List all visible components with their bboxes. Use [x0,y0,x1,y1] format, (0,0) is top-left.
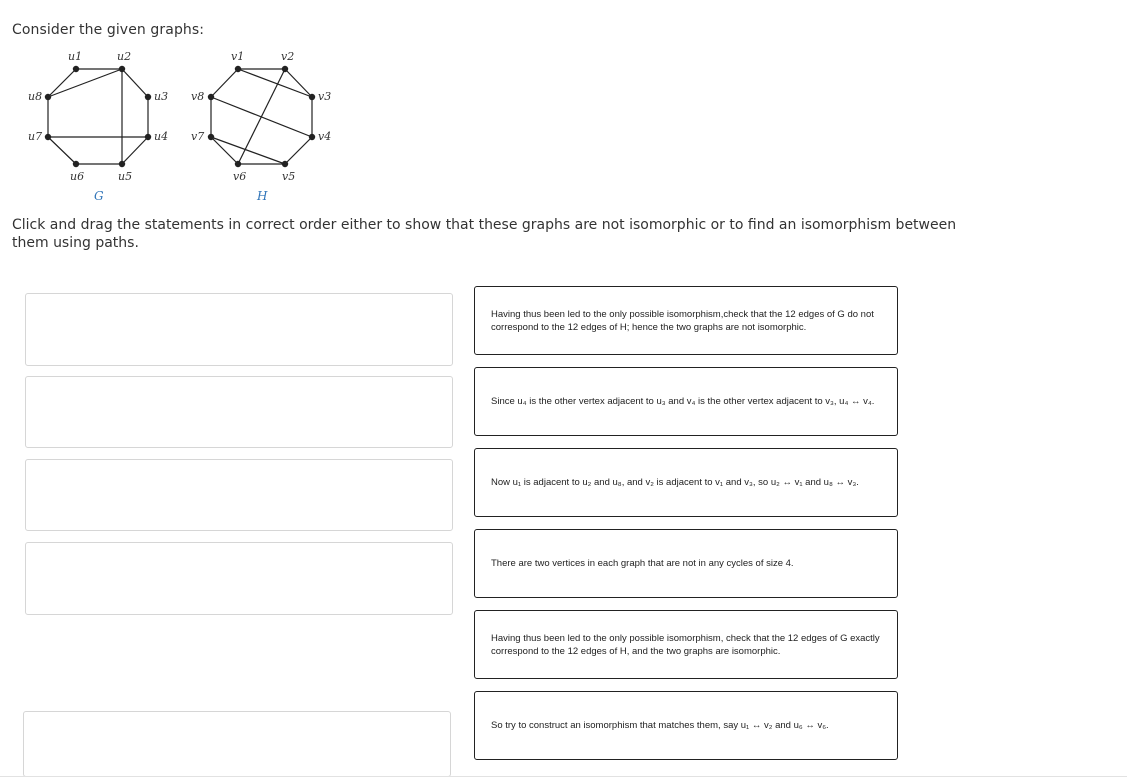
instructions-text: Click and drag the statements in correct order either to show that these graphs are not isomorphic or to find an isomorphism between them using paths. [12,217,957,251]
label-u5: u5 [118,170,133,183]
graph-h-name: H [257,189,268,203]
label-u3: u3 [154,90,169,103]
label-v7: v7 [191,130,205,143]
label-u7: u7 [28,130,43,143]
drop-slot-5[interactable] [23,711,451,777]
statement-text: Since u₄ is the other vertex adjacent to u₃ and v₄ is the other vertex adjacent to v₃, u₄ ↔ v₄. [491,396,875,407]
label-u2: u2 [117,50,132,63]
label-v5: v5 [282,170,296,183]
statement-text: So try to construct an isomorphism that matches them, say u₁ ↔ v₂ and u₆ ↔ v₆. [491,720,829,731]
label-v8: v8 [191,90,205,103]
statement-card[interactable] [474,691,898,760]
statement-text: Having thus been led to the only possible isomorphism, check that the 12 edges of G exactly correspond to the 12 edges of H, and the two graphs are isomorphic. [491,632,880,657]
statement-card[interactable] [474,367,898,436]
label-v2: v2 [281,50,295,63]
label-v4: v4 [318,130,332,143]
label-v6: v6 [233,170,247,183]
graph-g-vertices [45,66,151,167]
drop-slot-1[interactable] [25,293,453,366]
drop-slot-2[interactable] [25,376,453,448]
prompt-text: Consider the given graphs: [12,22,205,38]
label-u4: u4 [154,130,169,143]
statement-text: There are two vertices in each graph that are not in any cycles of size 4. [491,558,794,569]
statement-card[interactable] [474,610,898,679]
label-v1: v1 [231,50,245,63]
statement-card[interactable] [474,448,898,517]
statement-card[interactable] [474,286,898,355]
statement-text: Having thus been led to the only possible isomorphism,check that the 12 edges of G do not correspond to the 12 edges of H; hence the two graphs are not isomorphic. [491,308,874,333]
statement-card[interactable] [474,529,898,598]
graph-h [211,69,312,164]
graph-g-name: G [94,189,104,203]
label-u8: u8 [28,90,43,103]
statement-text: Now u₁ is adjacent to u₂ and u₈, and v₂ is adjacent to v₁ and v₃, so u₂ ↔ v₁ and u₈ ↔ v₃. [491,477,859,488]
label-v3: v3 [318,90,332,103]
label-u6: u6 [70,170,85,183]
page-bottom-divider [0,776,1127,777]
label-u1: u1 [68,50,83,63]
drop-slot-4[interactable] [25,542,453,615]
drop-slot-3[interactable] [25,459,453,531]
graph-g [48,69,148,164]
graphs-figure [0,40,350,210]
